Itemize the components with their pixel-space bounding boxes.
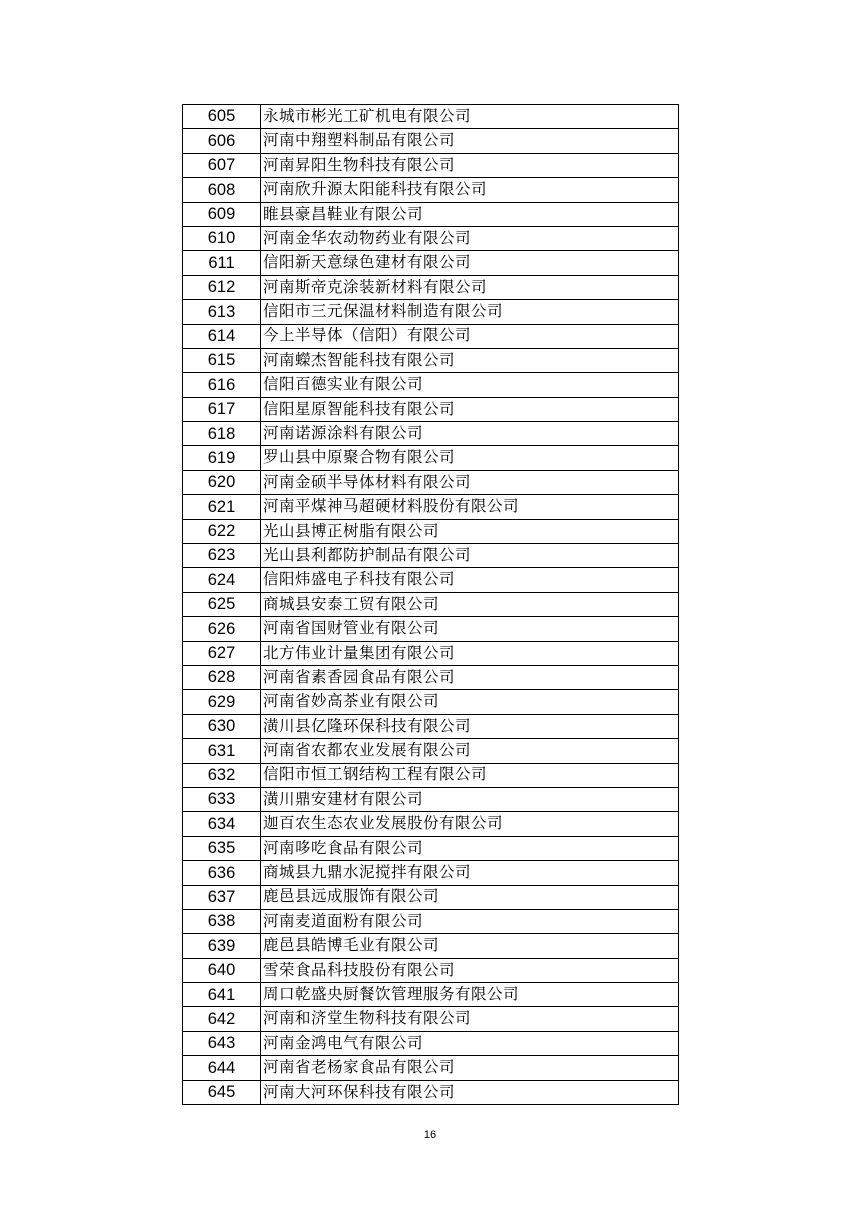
company-name-cell: 信阳新天意绿色建材有限公司 <box>261 251 679 275</box>
row-number-cell: 626 <box>183 617 261 641</box>
row-number-cell: 617 <box>183 397 261 421</box>
company-name-cell: 信阳市三元保温材料制造有限公司 <box>261 300 679 324</box>
row-number-cell: 644 <box>183 1056 261 1080</box>
table-row <box>183 617 679 641</box>
table-row <box>183 519 679 543</box>
company-name-cell: 河南麦道面粉有限公司 <box>261 909 679 933</box>
row-number-cell: 645 <box>183 1080 261 1104</box>
company-name-cell: 周口乾盛央厨餐饮管理服务有限公司 <box>261 983 679 1007</box>
company-name-cell: 河南省老杨家食品有限公司 <box>261 1056 679 1080</box>
table-row <box>183 300 679 324</box>
company-name-cell: 永城市彬光工矿机电有限公司 <box>261 105 679 129</box>
table-row <box>183 446 679 470</box>
row-number-cell: 637 <box>183 885 261 909</box>
company-name-cell: 河南金硕半导体材料有限公司 <box>261 470 679 494</box>
table-row <box>183 1080 679 1104</box>
company-name-cell: 罗山县中原聚合物有限公司 <box>261 446 679 470</box>
row-number-cell: 620 <box>183 470 261 494</box>
row-number-cell: 607 <box>183 153 261 177</box>
table-row <box>183 1007 679 1031</box>
company-name-cell: 鹿邑县远成服饰有限公司 <box>261 885 679 909</box>
company-name-cell: 北方伟业计量集团有限公司 <box>261 641 679 665</box>
table-row <box>183 763 679 787</box>
table-row <box>183 592 679 616</box>
company-name-cell: 信阳市恒工钢结构工程有限公司 <box>261 763 679 787</box>
company-name-cell: 河南平煤神马超硬材料股份有限公司 <box>261 495 679 519</box>
table-row <box>183 958 679 982</box>
table-row <box>183 202 679 226</box>
company-name-cell: 河南金华农动物药业有限公司 <box>261 226 679 250</box>
row-number-cell: 610 <box>183 226 261 250</box>
table-row <box>183 568 679 592</box>
company-name-cell: 河南欣升源太阳能科技有限公司 <box>261 178 679 202</box>
row-number-cell: 606 <box>183 129 261 153</box>
row-number-cell: 636 <box>183 861 261 885</box>
company-name-cell: 河南金鸿电气有限公司 <box>261 1031 679 1055</box>
table-row <box>183 690 679 714</box>
row-number-cell: 628 <box>183 665 261 689</box>
table-row <box>183 226 679 250</box>
row-number-cell: 627 <box>183 641 261 665</box>
company-name-cell: 河南省妙高茶业有限公司 <box>261 690 679 714</box>
row-number-cell: 640 <box>183 958 261 982</box>
table-row <box>183 641 679 665</box>
company-list-body <box>183 105 679 1105</box>
row-number-cell: 633 <box>183 787 261 811</box>
company-name-cell: 光山县利都防护制品有限公司 <box>261 544 679 568</box>
row-number-cell: 612 <box>183 275 261 299</box>
table-row <box>183 861 679 885</box>
row-number-cell: 642 <box>183 1007 261 1031</box>
company-name-cell: 睢县豪昌鞋业有限公司 <box>261 202 679 226</box>
row-number-cell: 639 <box>183 934 261 958</box>
row-number-cell: 638 <box>183 909 261 933</box>
company-name-cell: 信阳星原智能科技有限公司 <box>261 397 679 421</box>
table-row <box>183 324 679 348</box>
table-row <box>183 714 679 738</box>
table-row <box>183 885 679 909</box>
company-list-table <box>182 104 679 1105</box>
row-number-cell: 614 <box>183 324 261 348</box>
row-number-cell: 629 <box>183 690 261 714</box>
table-row <box>183 836 679 860</box>
row-number-cell: 608 <box>183 178 261 202</box>
company-name-cell: 河南和济堂生物科技有限公司 <box>261 1007 679 1031</box>
row-number-cell: 635 <box>183 836 261 860</box>
row-number-cell: 618 <box>183 422 261 446</box>
page-number: 16 <box>423 1129 437 1141</box>
company-name-cell: 信阳炜盛电子科技有限公司 <box>261 568 679 592</box>
table-row <box>183 178 679 202</box>
company-name-cell: 河南省国财管业有限公司 <box>261 617 679 641</box>
row-number-cell: 631 <box>183 739 261 763</box>
table-row <box>183 983 679 1007</box>
company-name-cell: 河南中翔塑料制品有限公司 <box>261 129 679 153</box>
row-number-cell: 634 <box>183 812 261 836</box>
row-number-cell: 624 <box>183 568 261 592</box>
company-name-cell: 河南省素香园食品有限公司 <box>261 665 679 689</box>
row-number-cell: 621 <box>183 495 261 519</box>
table-row <box>183 495 679 519</box>
table-row <box>183 544 679 568</box>
table-row <box>183 934 679 958</box>
company-name-cell: 商城县九鼎水泥搅拌有限公司 <box>261 861 679 885</box>
company-name-cell: 潢川县亿隆环保科技有限公司 <box>261 714 679 738</box>
table-row <box>183 153 679 177</box>
row-number-cell: 619 <box>183 446 261 470</box>
table-row <box>183 397 679 421</box>
table-row <box>183 909 679 933</box>
table-row <box>183 665 679 689</box>
row-number-cell: 641 <box>183 983 261 1007</box>
company-name-cell: 河南省农都农业发展有限公司 <box>261 739 679 763</box>
row-number-cell: 613 <box>183 300 261 324</box>
table-row <box>183 129 679 153</box>
row-number-cell: 643 <box>183 1031 261 1055</box>
company-name-cell: 河南大河环保科技有限公司 <box>261 1080 679 1104</box>
company-name-cell: 河南诺源涂料有限公司 <box>261 422 679 446</box>
table-row <box>183 275 679 299</box>
row-number-cell: 623 <box>183 544 261 568</box>
company-name-cell: 雪荣食品科技股份有限公司 <box>261 958 679 982</box>
table-row <box>183 739 679 763</box>
table-row <box>183 470 679 494</box>
row-number-cell: 622 <box>183 519 261 543</box>
company-name-cell: 迦百农生态农业发展股份有限公司 <box>261 812 679 836</box>
row-number-cell: 615 <box>183 348 261 372</box>
table-row <box>183 348 679 372</box>
company-name-cell: 鹿邑县皓博毛业有限公司 <box>261 934 679 958</box>
table-row <box>183 105 679 129</box>
table-row <box>183 422 679 446</box>
row-number-cell: 625 <box>183 592 261 616</box>
company-name-cell: 今上半导体（信阳）有限公司 <box>261 324 679 348</box>
company-name-cell: 河南昇阳生物科技有限公司 <box>261 153 679 177</box>
table-row <box>183 373 679 397</box>
row-number-cell: 609 <box>183 202 261 226</box>
row-number-cell: 605 <box>183 105 261 129</box>
company-name-cell: 信阳百德实业有限公司 <box>261 373 679 397</box>
company-name-cell: 河南哆吃食品有限公司 <box>261 836 679 860</box>
company-name-cell: 潢川鼎安建材有限公司 <box>261 787 679 811</box>
table-row <box>183 787 679 811</box>
row-number-cell: 632 <box>183 763 261 787</box>
table-row <box>183 251 679 275</box>
company-name-cell: 河南斯帝克涂装新材料有限公司 <box>261 275 679 299</box>
table-row <box>183 1056 679 1080</box>
table-row <box>183 1031 679 1055</box>
row-number-cell: 616 <box>183 373 261 397</box>
table-row <box>183 812 679 836</box>
company-name-cell: 光山县博正树脂有限公司 <box>261 519 679 543</box>
company-name-cell: 河南蠑杰智能科技有限公司 <box>261 348 679 372</box>
company-name-cell: 商城县安泰工贸有限公司 <box>261 592 679 616</box>
row-number-cell: 611 <box>183 251 261 275</box>
row-number-cell: 630 <box>183 714 261 738</box>
